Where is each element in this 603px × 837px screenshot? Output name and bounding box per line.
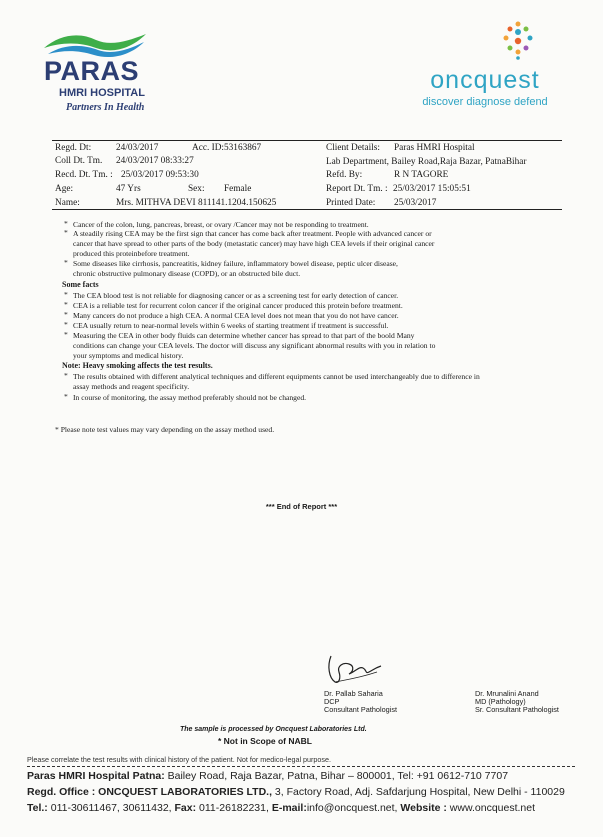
note-line: your symptoms and medical history.: [73, 351, 184, 360]
regd-date: 24/03/2017: [116, 143, 159, 153]
bullet: *: [64, 371, 68, 380]
website-label: Website :: [400, 802, 447, 814]
acc-id-label: Acc. ID:: [192, 143, 225, 153]
recd-date-label: Recd. Dt. Tm. :: [55, 170, 113, 180]
note-line: The CEA blood test is not reliable for diagnosing cancer or as a screening test for early detection of cancer.: [73, 291, 399, 300]
disclaimer: Please correlate the test results with clinical history of the patient. Not for medico-legal purpose.: [27, 755, 332, 764]
note-line: A steadily rising CEA may be the first sign that cancer has come back after treatment. People with advanced cancer or: [73, 229, 432, 238]
bullet: *: [64, 219, 68, 228]
bullet: *: [64, 300, 68, 309]
bullet: *: [64, 392, 68, 401]
right-signatory-title: Sr. Consultant Pathologist: [475, 705, 559, 714]
paras-subtitle: HMRI HOSPITAL: [59, 87, 145, 99]
note-line: CEA is a reliable test for recurrent colon cancer if the original cancer produced this protein before treatment.: [73, 301, 403, 310]
paras-hospital-logo: [38, 30, 148, 113]
paras-tagline: Partners In Health: [66, 102, 145, 113]
website-value[interactable]: www.oncquest.net: [446, 802, 536, 814]
section-heading: Note: Heavy smoking affects the test results.: [62, 361, 213, 370]
sex-label: Sex:: [188, 184, 205, 194]
paras-hands-icon: [40, 30, 150, 58]
name-label: Name:: [55, 198, 80, 208]
patient-name: Mrs. MITHVA DEVI 811141.1204.150625: [116, 198, 277, 208]
note-line: Many cancers do not produce a high CEA. A normal CEA level does not mean that you do not have cancer.: [73, 311, 399, 320]
bullet: *: [64, 310, 68, 319]
assay-note: * Please note test values may vary depending on the assay method used.: [55, 425, 275, 434]
email-label: E-mail:: [271, 802, 307, 814]
printed-date-label: Printed Date:: [326, 198, 376, 208]
end-of-report: *** End of Report ***: [265, 502, 338, 511]
note-line: cancer that have spread to other parts of the body (metastatic cancer) may have high CEA levels if their original cancer: [73, 239, 435, 248]
note-line: produced this proteinbefore treatment.: [73, 249, 190, 258]
regd-date-label: Regd. Dt:: [55, 143, 92, 153]
processed-by-note: The sample is processed by Oncquest Laboratories Ltd.: [180, 726, 367, 733]
footer-hospital-line: [27, 770, 508, 782]
refd-by-label: Refd. By:: [326, 170, 363, 180]
fax-label: Fax:: [174, 802, 197, 814]
info-top-rule: [52, 140, 562, 141]
footer-hospital-label: Paras HMRI Hospital Patna:: [27, 770, 165, 782]
left-signatory-name: Dr. Pallab Saharia: [324, 689, 383, 698]
footer-office-address: 3, Factory Road, Adj. Safdarjung Hospital, New Delhi - 110029: [272, 786, 565, 798]
note-line: Some diseases like cirrhosis, pancreatitis, kidney failure, inflammatory bowel disease, peptic ulcer disease,: [73, 259, 398, 268]
coll-date-label: Coll Dt. Tm.: [55, 156, 103, 166]
footer-office-line: [27, 786, 565, 798]
left-signatory-degree: DCP: [324, 697, 340, 706]
note-line: assay methods and reagent specificity.: [73, 382, 190, 391]
bullet: *: [64, 290, 68, 299]
report-date-label: Report Dt. Tm. :: [326, 184, 388, 194]
bullet: *: [64, 330, 68, 339]
footer-office-label: Regd. Office : ONCQUEST LABORATORIES LTD.,: [27, 786, 273, 798]
info-bottom-rule: [52, 209, 562, 210]
note-line: The results obtained with different analytical techniques and different equipments cannot be used interchangeably due to difference in: [73, 372, 480, 381]
fax-value: 011-26182231,: [196, 802, 272, 814]
oncquest-name: oncquest: [430, 66, 540, 94]
bullet: *: [64, 258, 68, 267]
email-value[interactable]: info@oncquest.net,: [306, 802, 401, 814]
sex: Female: [224, 184, 252, 194]
refd-by: R N TAGORE: [394, 170, 449, 180]
client-address: Lab Department, Bailey Road,Raja Bazar, PatnaBihar: [326, 157, 527, 167]
note-line: conditions can change your CEA levels. The doctor will discuss any significant abnormal results with you in relation to: [73, 341, 436, 350]
note-line: Cancer of the colon, lung, pancreas, breast, or ovary /Cancer may not be responding to treatment.: [73, 220, 369, 229]
age-label: Age:: [55, 184, 74, 194]
left-signatory-title: Consultant Pathologist: [324, 705, 398, 714]
client-name: Paras HMRI Hospital: [394, 143, 475, 153]
right-signatory-degree: MD (Pathology): [475, 697, 526, 706]
note-line: CEA usually return to near-normal levels within 6 weeks of starting treatment if treatment is successful.: [73, 321, 389, 330]
acc-id: 53163867: [224, 143, 262, 153]
age: 47 Yrs: [116, 184, 141, 194]
bullet: *: [64, 320, 68, 329]
note-line: Measuring the CEA in other body fluids can determine whether cancer has spread to that part of the boold Many: [73, 331, 415, 340]
nabl-note: * Not in Scope of NABL: [218, 736, 312, 746]
footer-rule: [27, 766, 575, 767]
oncquest-dots-icon: [498, 20, 538, 60]
oncquest-logo: [405, 20, 565, 115]
oncquest-tagline: discover diagnose defend: [422, 96, 548, 108]
paras-name: PARAS: [44, 56, 140, 86]
signature-image: [325, 652, 385, 686]
bullet: *: [64, 228, 68, 237]
client-label: Client Details:: [326, 143, 380, 153]
section-heading: Some facts: [62, 280, 99, 289]
coll-date: 24/03/2017 08:33:27: [116, 156, 194, 166]
printed-date: 25/03/2017: [394, 198, 437, 208]
tel-label: Tel.:: [27, 802, 48, 814]
footer-contact-line: [27, 802, 535, 814]
note-line: In course of monitoring, the assay method preferably should not be changed.: [73, 393, 307, 402]
footer-hospital-address: Bailey Road, Raja Bazar, Patna, Bihar – 800001, Tel: +91 0612-710 7707: [164, 770, 509, 782]
recd-date: 25/03/2017 09:53:30: [121, 170, 199, 180]
right-signatory-name: Dr. Mrunalini Anand: [475, 689, 539, 698]
note-line: chronic obstructive pulmonary disease (COPD), or an obstructed bile duct.: [73, 269, 301, 278]
report-date: 25/03/2017 15:05:51: [393, 184, 471, 194]
tel-value: 011-30611467, 30611432,: [47, 802, 175, 814]
